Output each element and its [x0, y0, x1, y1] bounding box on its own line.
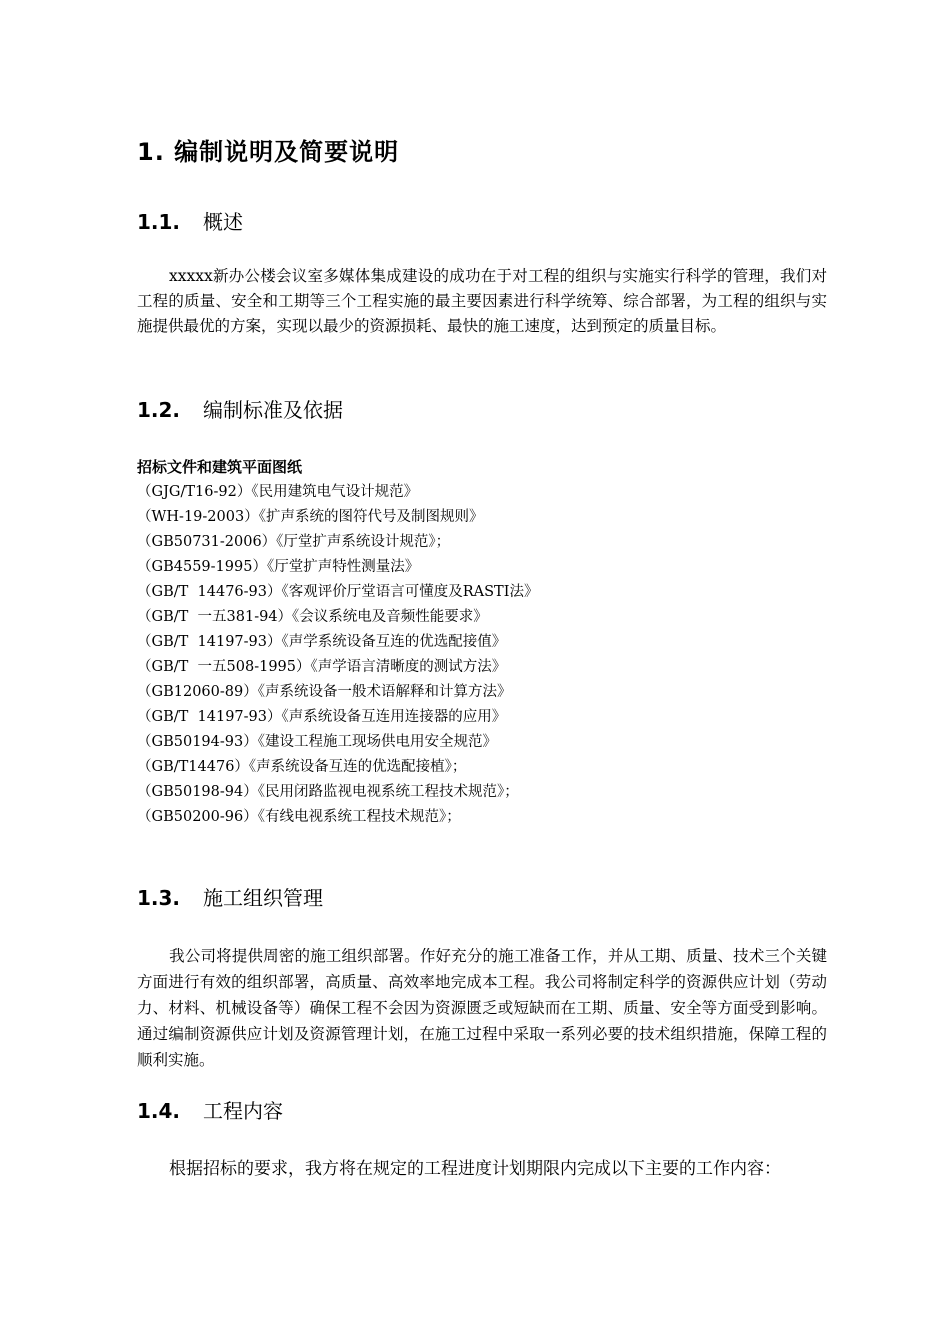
section-title: 工程内容 [203, 1099, 283, 1123]
overview-text: xxxxx新办公楼会议室多媒体集成建设的成功在于对工程的组织与实施实行科学的管理，我们对工程的质量、安全和工期等三个工程实施的最主要因素进行科学统筹、综合部署，为工程的组织与实施提供最优的方案，实现以最少的资源损耗、最快的施工速度，达到预定的质量目标。 [137, 267, 827, 335]
organization-text: 我公司将提供周密的施工组织部署。作好充分的施工准备工作，并从工期、质量、技术三个关键方面进行有效的组织部署，高质量、高效率地完成本工程。我公司将制定科学的资源供应计划（劳动力、材料、机械设备等）确保工程不会因为资源匮乏或短缺而在工期、质量、安全等方面受到影响。通过编制资源供应计划及资源管理计划，在施工过程中采取一系列必要的技术组织措施，保障工程的顺利实施。 [137, 947, 827, 1069]
section-title: 施工组织管理 [203, 886, 323, 910]
section-number: 1.2. [137, 398, 181, 422]
page-title: 1. 编制说明及简要说明 [137, 138, 400, 166]
standards-list [137, 480, 538, 830]
section-heading-1-1 [137, 206, 243, 235]
overview-paragraph [137, 264, 827, 339]
section-number: 1.4. [137, 1099, 181, 1123]
section-title: 编制标准及依据 [203, 398, 343, 422]
list-item: （GB50194-93）《建设工程施工现场供电用安全规范》 [137, 734, 497, 750]
list-item: （GB/T 一五381-94）《会议系统电及音频性能要求》 [137, 609, 488, 625]
section-number: 1.3. [137, 886, 181, 910]
section-title: 概述 [203, 210, 243, 234]
list-item: （GB/T14476）《声系统设备互连的优选配接植》； [137, 759, 467, 775]
scope-paragraph [137, 1155, 827, 1184]
list-item: （GB50198-94）《民用闭路监视电视系统工程技术规范》； [137, 784, 519, 800]
list-item: （GB/T 14197-93）《声学系统设备互连的优选配接值》 [137, 634, 507, 650]
list-item: （GB/T 14476-93）《客观评价厅堂语言可懂度及RASTI法》 [137, 584, 539, 600]
section-heading-1-4 [137, 1095, 283, 1124]
basis-subheading: 招标文件和建筑平面图纸 [137, 458, 303, 476]
list-item: （GB12060-89）《声系统设备一般术语解释和计算方法》 [137, 684, 512, 700]
list-item: （GB/T 14197-93）《声系统设备互连用连接器的应用》 [137, 709, 507, 725]
section-number: 1.1. [137, 210, 181, 234]
section-heading-1-2 [137, 394, 343, 423]
organization-paragraph [137, 943, 827, 1073]
section-heading-1-3 [137, 882, 323, 911]
list-item: （GB4559-1995）《厅堂扩声特性测量法》 [137, 559, 420, 575]
list-item: （GB/T 一五508-1995）《声学语言清晰度的测试方法》 [137, 659, 507, 675]
list-item: （GJG/T16-92）《民用建筑电气设计规范》 [137, 484, 419, 500]
list-item: （WH-19-2003）《扩声系统的图符代号及制图规则》 [137, 509, 484, 525]
scope-text: 根据招标的要求，我方将在规定的工程进度计划期限内完成以下主要的工作内容： [169, 1159, 781, 1179]
list-item: （GB50200-96）《有线电视系统工程技术规范》； [137, 809, 461, 825]
list-item: （GB50731-2006）《厅堂扩声系统设计规范》； [137, 534, 451, 550]
